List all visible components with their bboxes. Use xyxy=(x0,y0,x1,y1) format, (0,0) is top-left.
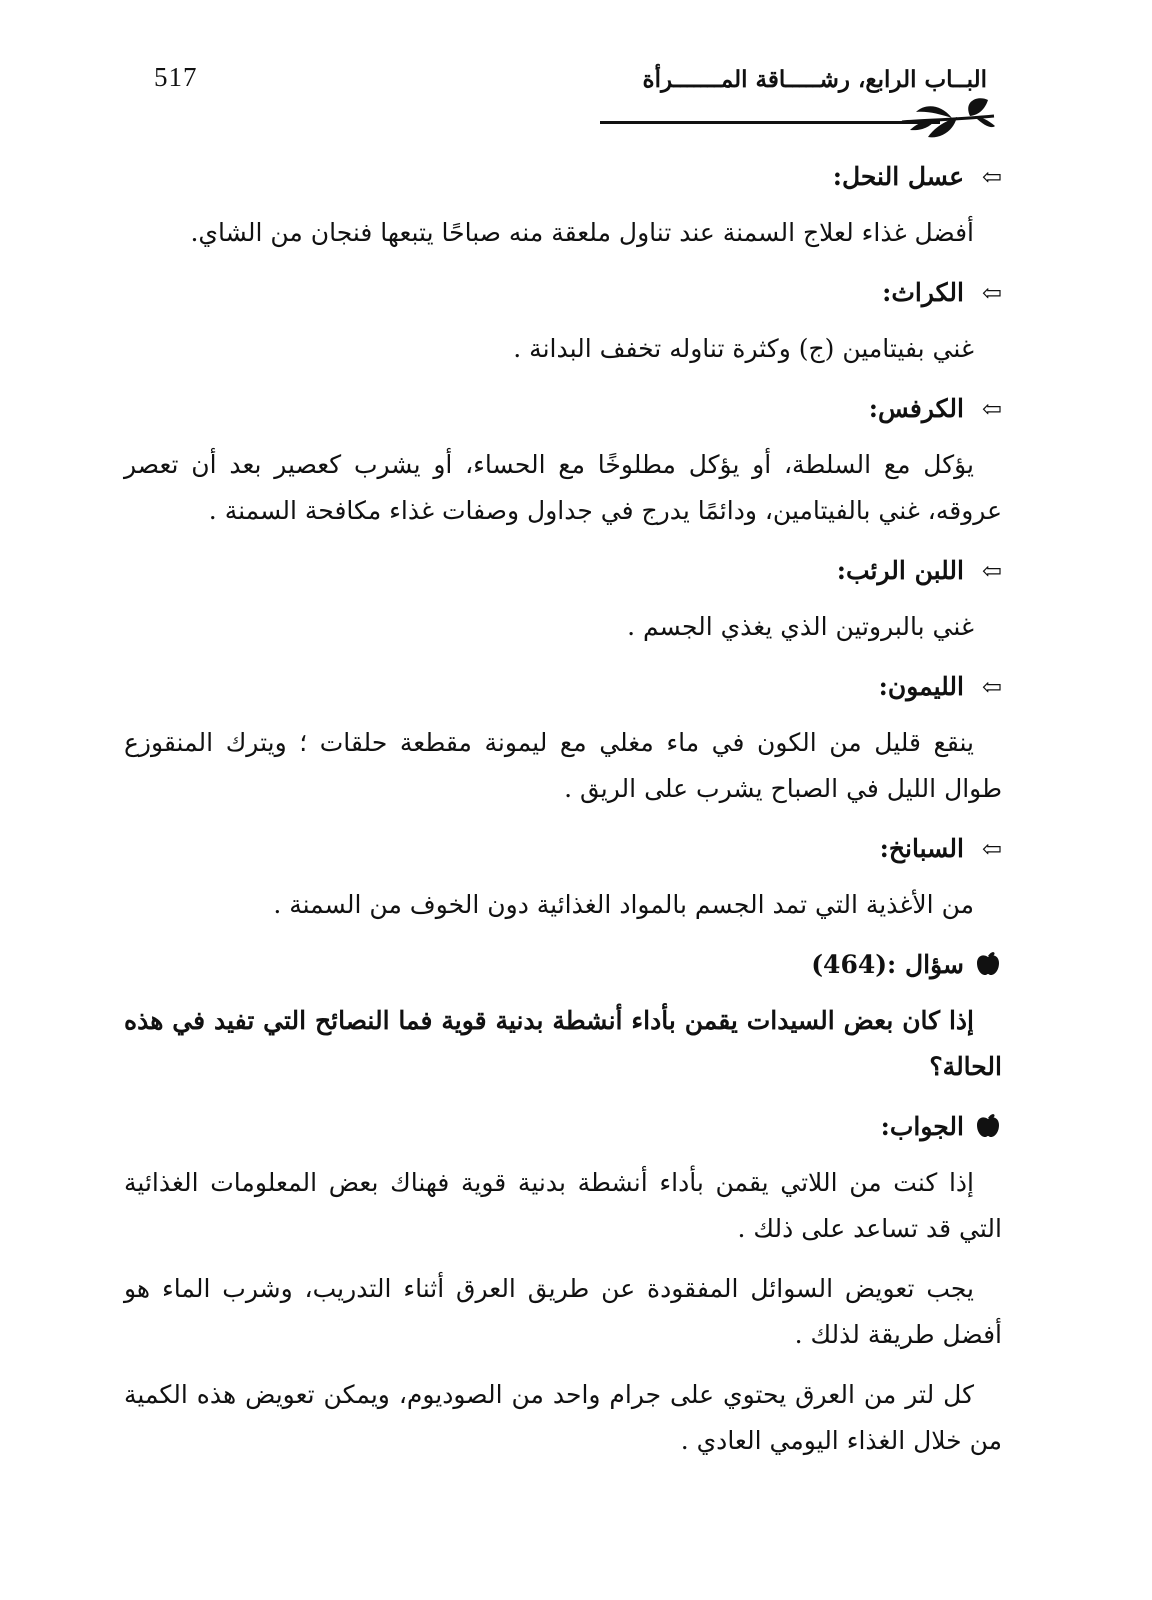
page-body xyxy=(124,154,1002,1478)
question-text: إذا كان بعض السيدات يقمن بأداء أنشطة بدنية قوية فما النصائح التي تفيد في هذه الحالة؟ xyxy=(124,1006,1002,1081)
entry-heading: ⇦الليمون: xyxy=(124,664,1002,710)
entry-leek xyxy=(124,270,1002,372)
question-section xyxy=(124,942,1002,1090)
answer-label: الجواب: xyxy=(880,1112,964,1141)
leaf-arrow-icon: ⇦ xyxy=(981,394,1002,423)
entry-text: أفضل غذاء لعلاج السمنة عند تناول ملعقة منه صباحًا يتبعها فنجان من الشاي. xyxy=(190,218,974,247)
question-number: (464): xyxy=(811,950,897,979)
entry-spinach xyxy=(124,826,1002,928)
entry-honey xyxy=(124,154,1002,256)
question-heading xyxy=(124,942,1002,988)
entry-heading: ⇦الكرفس: xyxy=(124,386,1002,432)
entry-text: من الأغذية التي تمد الجسم بالمواد الغذائية دون الخوف من السمنة . xyxy=(273,890,974,919)
entry-text: غني بفيتامين (ج) وكثرة تناوله تخفف البدانة . xyxy=(513,334,974,363)
answer-paragraph: إذا كنت من اللاتي يقمن بأداء أنشطة بدنية قوية فهناك بعض المعلومات الغذائية التي قد تساعد على ذلك . xyxy=(124,1168,1002,1243)
page-number: 517 xyxy=(154,62,198,92)
leaf-arrow-icon: ⇦ xyxy=(981,834,1002,863)
leaf-arrow-icon: ⇦ xyxy=(981,278,1002,307)
running-head: البــاب الرابع، رشـــــاقة المـــــــرأة xyxy=(642,66,987,93)
leaf-arrow-icon: ⇦ xyxy=(981,556,1002,585)
apple-icon xyxy=(974,948,1002,976)
answer-paragraph: كل لتر من العرق يحتوي على جرام واحد من الصوديوم، ويمكن تعويض هذه الكمية من خلال الغذاء اليومي العادي . xyxy=(124,1380,1002,1455)
entry-celery xyxy=(124,386,1002,534)
entry-text: ينقع قليل من الكون في ماء مغلي مع ليمونة مقطعة حلقات ؛ ويترك المنقوزع طوال الليل في الصباح يشرب على الريق . xyxy=(124,728,1002,803)
entry-heading: ⇦عسل النحل: xyxy=(124,154,1002,200)
entry-heading: ⇦الكراث: xyxy=(124,270,1002,316)
question-label: سؤال xyxy=(905,950,964,979)
leaf-arrow-icon: ⇦ xyxy=(981,162,1002,191)
header-rule xyxy=(600,121,940,124)
entry-text: يؤكل مع السلطة، أو يؤكل مطلوخًا مع الحساء، أو يشرب كعصير بعد أن تعصر عروقه، غني بالفيتامين، ودائمًا يدرج في جداول وصفات غذاء مكافحة السمنة . xyxy=(124,450,1002,525)
leaf-arrow-icon: ⇦ xyxy=(981,672,1002,701)
entry-text: غني بالبروتين الذي يغذي الجسم . xyxy=(627,612,974,641)
answer-paragraph: يجب تعويض السوائل المفقودة عن طريق العرق أثناء التدريب، وشرب الماء هو أفضل طريقة لذلك . xyxy=(124,1274,1002,1349)
answer-section xyxy=(124,1104,1002,1464)
entry-heading: ⇦اللبن الرئب: xyxy=(124,548,1002,594)
apple-icon xyxy=(974,1110,1002,1138)
answer-heading xyxy=(124,1104,1002,1150)
entry-lemon xyxy=(124,664,1002,812)
entry-heading: ⇦السبانخ: xyxy=(124,826,1002,872)
leaf-branch-icon xyxy=(900,96,996,142)
entry-yogurt xyxy=(124,548,1002,650)
